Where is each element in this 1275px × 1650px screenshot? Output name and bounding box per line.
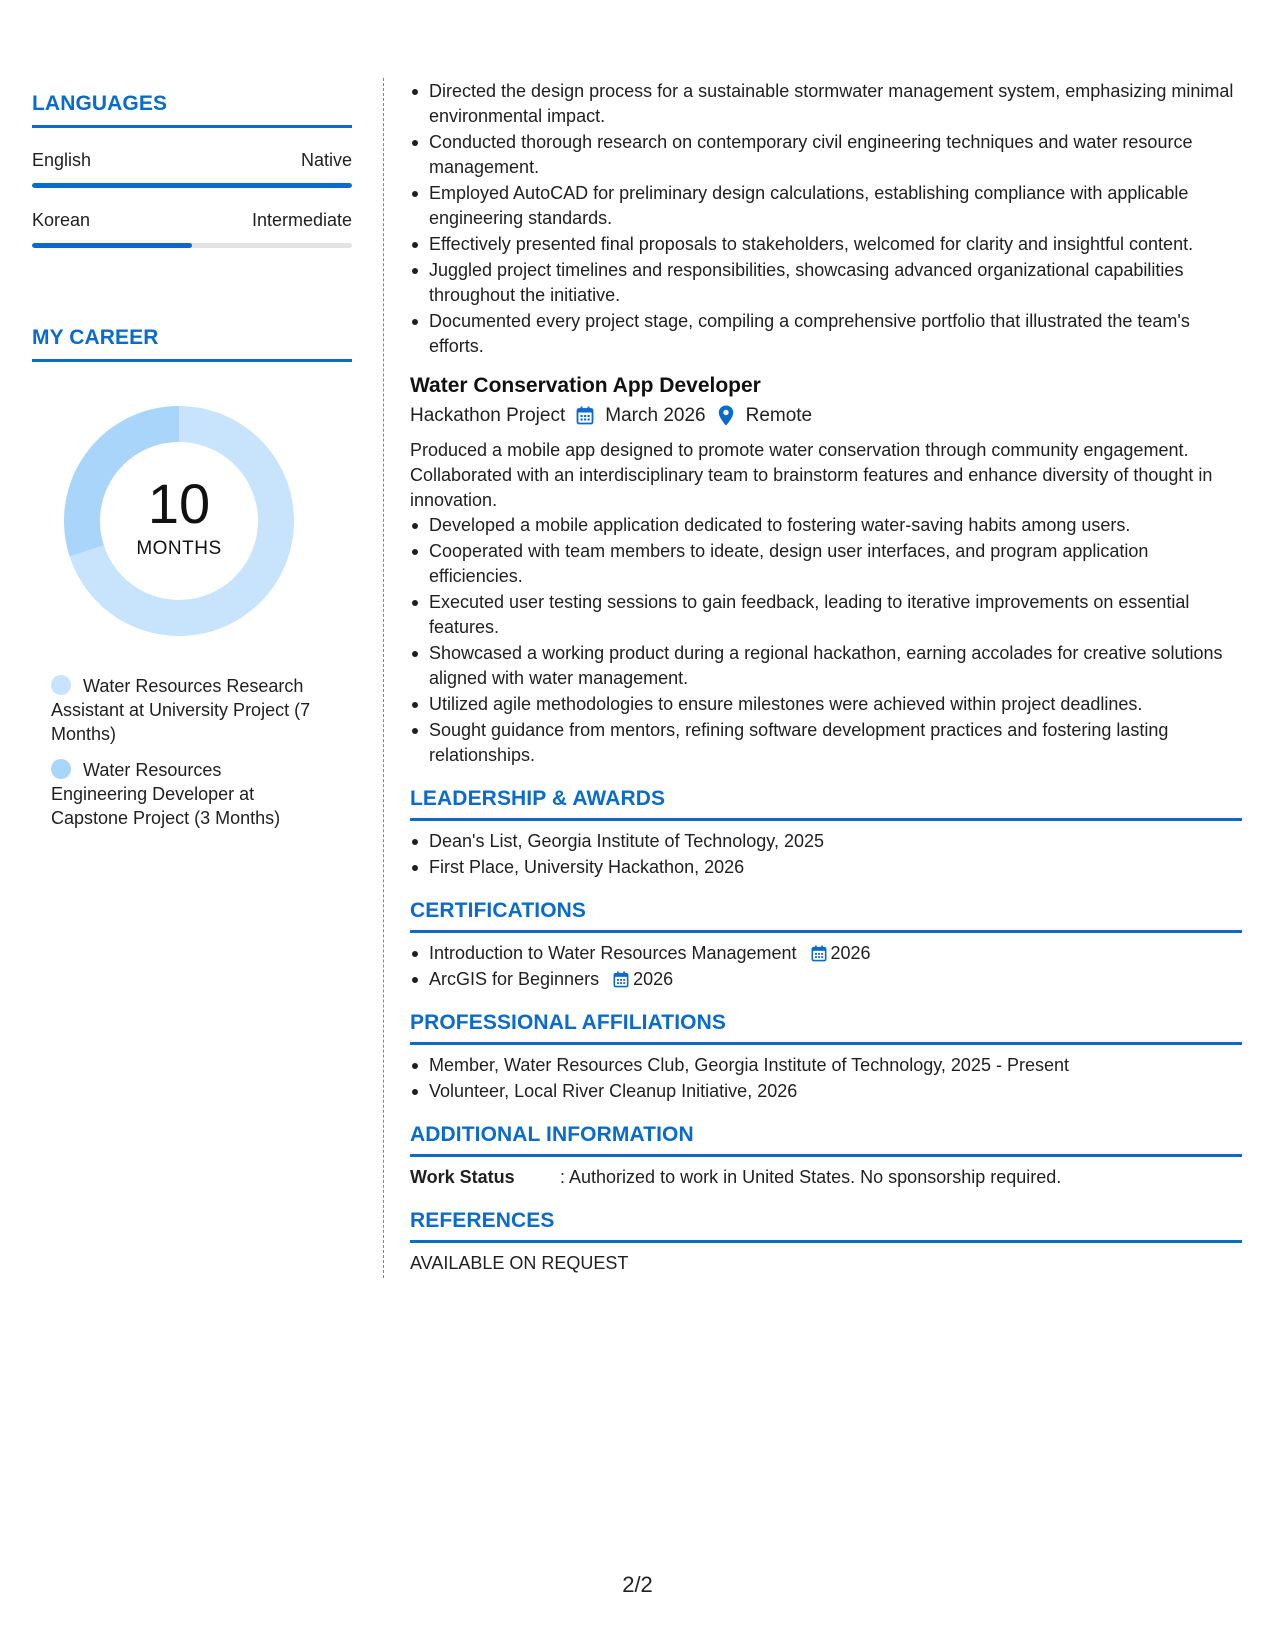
language-level-bar xyxy=(32,243,352,248)
job-bullets xyxy=(410,513,1242,768)
legend-item xyxy=(51,758,322,830)
list-item: Showcased a working product during a regional hackathon, earning accolades for creative solutions aligned with water management. xyxy=(410,641,1242,691)
job-meta xyxy=(410,403,1242,428)
references-section xyxy=(410,1208,1242,1276)
certifications-section xyxy=(410,898,1242,992)
list-item: Dean's List, Georgia Institute of Technology, 2025 xyxy=(410,829,1242,854)
section-rule xyxy=(32,125,352,128)
career-title: MY CAREER xyxy=(32,326,159,349)
column-divider xyxy=(383,78,384,1278)
list-item xyxy=(410,967,1242,992)
additional-info-title: ADDITIONAL INFORMATION xyxy=(410,1123,694,1146)
list-item: Member, Water Resources Club, Georgia Institute of Technology, 2025 - Present xyxy=(410,1053,1242,1078)
list-item: Documented every project stage, compiling a comprehensive portfolio that illustrated the team's efforts. xyxy=(410,309,1242,359)
list-item: Juggled project timelines and responsibilities, showcasing advanced organizational capabilities throughout the initiative. xyxy=(410,258,1242,308)
career-donut-chart xyxy=(64,406,294,636)
section-rule xyxy=(410,1240,1242,1243)
language-name: Korean xyxy=(32,210,91,230)
list-item: Sought guidance from mentors, refining software development practices and fostering lasting relationships. xyxy=(410,718,1242,768)
career-legend xyxy=(32,674,322,830)
language-item xyxy=(32,150,352,188)
language-level: Native xyxy=(300,150,352,170)
affiliations-section xyxy=(410,1010,1242,1104)
job-location: Remote xyxy=(745,405,813,426)
job-date: March 2026 xyxy=(605,405,706,426)
list-item: First Place, University Hackathon, 2026 xyxy=(410,855,1242,880)
right-column xyxy=(410,79,1242,1276)
list-item: Effectively presented final proposals to stakeholders, welcomed for clarity and insightful content. xyxy=(410,232,1242,257)
donut-value: 10 xyxy=(147,472,211,535)
languages-title: LANGUAGES xyxy=(32,92,168,115)
left-column xyxy=(32,92,352,842)
legend-item xyxy=(51,674,322,746)
work-status-label: Work Status xyxy=(410,1167,515,1187)
calendar-icon xyxy=(611,970,631,990)
language-name: English xyxy=(32,150,92,170)
language-level-fill xyxy=(32,243,192,248)
certification-year: 2026 xyxy=(633,969,674,989)
certification-name: ArcGIS for Beginners xyxy=(429,969,600,989)
affiliations-title: PROFESSIONAL AFFILIATIONS xyxy=(410,1011,726,1034)
language-level-bar xyxy=(32,183,352,188)
language-item xyxy=(32,210,352,248)
job-description: Produced a mobile app designed to promote water conservation through community engagement. Collaborated with an interdisciplinary team to brainstorm features and enhance diversity of thought in innovation. xyxy=(410,440,1213,510)
certification-year: 2026 xyxy=(830,943,871,963)
leadership-title: LEADERSHIP & AWARDS xyxy=(410,787,666,810)
section-rule xyxy=(410,1042,1242,1045)
list-item: Volunteer, Local River Cleanup Initiative, 2026 xyxy=(410,1079,1242,1104)
list-item: Developed a mobile application dedicated to fostering water-saving habits among users. xyxy=(410,513,1242,538)
list-item: Cooperated with team members to ideate, design user interfaces, and program application efficiencies. xyxy=(410,539,1242,589)
references-text: AVAILABLE ON REQUEST xyxy=(410,1253,629,1273)
certifications-title: CERTIFICATIONS xyxy=(410,899,587,922)
section-rule xyxy=(410,930,1242,933)
job-org: Hackathon Project xyxy=(410,405,566,426)
location-pin-icon xyxy=(716,406,736,426)
legend-label: Water Resources Engineering Developer at Capstone Project (3 Months) xyxy=(51,760,281,828)
experience-bullets xyxy=(410,79,1242,359)
section-rule xyxy=(410,1154,1242,1157)
language-level-fill xyxy=(32,183,352,188)
list-item: Conducted thorough research on contemporary civil engineering techniques and water resource management. xyxy=(410,130,1242,180)
legend-dot xyxy=(51,759,71,779)
section-rule xyxy=(410,818,1242,821)
list-item: Utilized agile methodologies to ensure milestones were achieved within project deadlines. xyxy=(410,692,1242,717)
job-title: Water Conservation App Developer xyxy=(410,374,761,397)
list-item: Directed the design process for a sustainable stormwater management system, emphasizing minimal environmental impact. xyxy=(410,79,1242,129)
certification-name: Introduction to Water Resources Management xyxy=(429,943,797,963)
donut-unit: MONTHS xyxy=(136,538,222,559)
calendar-icon xyxy=(575,406,595,426)
additional-info-section xyxy=(410,1122,1242,1190)
calendar-icon xyxy=(809,944,829,964)
donut-center xyxy=(64,472,294,560)
work-status-value: : Authorized to work in United States. No sponsorship required. xyxy=(560,1167,1062,1187)
leadership-section xyxy=(410,786,1242,880)
legend-label: Water Resources Research Assistant at University Project (7 Months) xyxy=(51,676,311,744)
language-level: Intermediate xyxy=(251,210,352,230)
section-rule xyxy=(32,359,352,362)
list-item: Executed user testing sessions to gain feedback, leading to iterative improvements on essential features. xyxy=(410,590,1242,640)
page-number: 2/2 xyxy=(622,1572,653,1597)
legend-dot xyxy=(51,675,71,695)
list-item: Employed AutoCAD for preliminary design calculations, establishing compliance with applicable engineering standards. xyxy=(410,181,1242,231)
list-item xyxy=(410,941,1242,966)
references-title: REFERENCES xyxy=(410,1209,555,1232)
work-status-row xyxy=(410,1165,1242,1190)
